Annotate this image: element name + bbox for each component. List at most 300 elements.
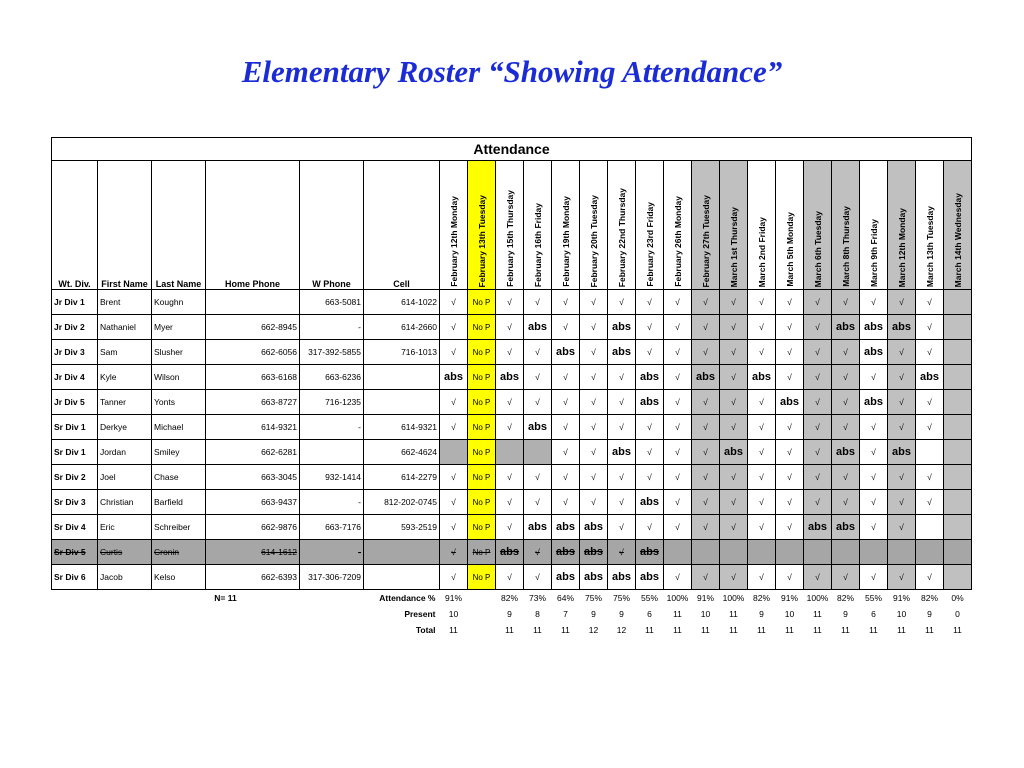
summary-label: Total <box>415 625 436 635</box>
cell-first-name: Jordan <box>98 440 152 465</box>
summary-value: 9 <box>619 609 624 619</box>
summary-value: 11 <box>813 625 822 635</box>
summary-value: 91% <box>696 593 714 603</box>
attendance-mark: abs <box>580 540 608 565</box>
attendance-mark: √ <box>440 465 468 490</box>
attendance-mark: √ <box>636 415 664 440</box>
attendance-mark: √ <box>636 465 664 490</box>
attendance-mark: √ <box>496 490 524 515</box>
cell-first-name: Curtis <box>98 540 152 565</box>
summary-value: 82% <box>752 593 770 603</box>
cell-cell: 614-9321 <box>364 415 440 440</box>
attendance-mark: abs <box>552 340 580 365</box>
attendance-mark: √ <box>496 565 524 590</box>
attendance-mark: √ <box>524 490 552 515</box>
date-header-label: February 26th Monday <box>672 196 683 287</box>
date-header <box>916 161 944 290</box>
cell-w-phone: - <box>300 490 364 515</box>
summary-value: 91% <box>780 593 798 603</box>
attendance-mark: √ <box>804 365 832 390</box>
student-row <box>52 340 972 365</box>
attendance-mark: abs <box>832 515 860 540</box>
attendance-mark: abs <box>748 365 776 390</box>
attendance-mark: √ <box>664 565 692 590</box>
attendance-mark: √ <box>916 290 944 315</box>
cell-w-phone: 663-5081 <box>300 290 364 315</box>
date-header-label: March 8th Thursday <box>840 206 851 287</box>
attendance-mark: √ <box>496 340 524 365</box>
date-header-label: March 6th Tuesday <box>812 210 823 287</box>
cell-cell: 614-2279 <box>364 465 440 490</box>
date-header-label: February 20th Tuesday <box>588 194 599 287</box>
cell-home-phone: 614-9321 <box>206 415 300 440</box>
cell-w-phone: 932-1414 <box>300 465 364 490</box>
attendance-mark: abs <box>580 565 608 590</box>
cell-w-phone: 663-7176 <box>300 515 364 540</box>
attendance-mark: No P <box>468 340 496 365</box>
cell-wt-div: Sr Div 1 <box>52 440 98 465</box>
date-header <box>748 161 776 290</box>
summary-value: 11 <box>673 625 682 635</box>
attendance-mark: √ <box>440 515 468 540</box>
attendance-mark: √ <box>776 515 804 540</box>
attendance-mark: √ <box>720 390 748 415</box>
cell-last-name: Slusher <box>152 340 206 365</box>
date-header <box>468 161 496 290</box>
summary-value: 11 <box>505 625 514 635</box>
attendance-mark: √ <box>664 415 692 440</box>
n-count: N= 11 <box>214 593 237 603</box>
summary-row <box>52 622 972 638</box>
student-row <box>52 515 972 540</box>
attendance-mark: √ <box>440 490 468 515</box>
attendance-mark: No P <box>468 415 496 440</box>
summary-value: 6 <box>647 609 652 619</box>
attendance-mark: √ <box>580 490 608 515</box>
cell-wt-div: Jr Div 2 <box>52 315 98 340</box>
cell-cell: 614-2660 <box>364 315 440 340</box>
attendance-mark: √ <box>888 415 916 440</box>
cell-last-name: Smiley <box>152 440 206 465</box>
attendance-mark: √ <box>664 365 692 390</box>
column-header-cell: Cell <box>364 161 440 290</box>
column-header-last-name: Last Name <box>152 161 206 290</box>
cell-last-name: Chase <box>152 465 206 490</box>
attendance-mark: √ <box>496 465 524 490</box>
cell-last-name: Schreiber <box>152 515 206 540</box>
cell-last-name: Cronin <box>152 540 206 565</box>
date-header <box>580 161 608 290</box>
attendance-mark: abs <box>608 340 636 365</box>
date-header <box>524 161 552 290</box>
cell-w-phone: 716-1235 <box>300 390 364 415</box>
summary-row <box>52 590 972 607</box>
attendance-mark: √ <box>748 390 776 415</box>
n-count <box>152 606 300 622</box>
summary-value: 11 <box>645 625 654 635</box>
attendance-mark: √ <box>636 340 664 365</box>
cell-cell <box>364 540 440 565</box>
summary-value: 100% <box>806 593 829 603</box>
date-header <box>608 161 636 290</box>
attendance-mark: √ <box>860 490 888 515</box>
attendance-mark: √ <box>776 340 804 365</box>
attendance-mark: abs <box>608 315 636 340</box>
attendance-mark: abs <box>636 365 664 390</box>
attendance-mark: √ <box>776 415 804 440</box>
attendance-mark: √ <box>440 340 468 365</box>
attendance-mark <box>916 540 944 565</box>
attendance-mark: abs <box>860 315 888 340</box>
column-header-wt-div: Wt. Div. <box>52 161 98 290</box>
summary-value <box>468 622 496 638</box>
summary-value: 11 <box>673 609 682 619</box>
attendance-mark: abs <box>496 540 524 565</box>
attendance-mark: √ <box>888 390 916 415</box>
attendance-mark: No P <box>468 290 496 315</box>
summary-value: 11 <box>785 625 794 635</box>
summary-value: 0 <box>955 609 960 619</box>
attendance-mark <box>440 440 468 465</box>
attendance-mark: √ <box>720 490 748 515</box>
cell-wt-div: Sr Div 6 <box>52 565 98 590</box>
attendance-mark: √ <box>804 465 832 490</box>
attendance-mark <box>944 340 972 365</box>
attendance-mark: √ <box>720 365 748 390</box>
cell-last-name: Yonts <box>152 390 206 415</box>
student-row <box>52 315 972 340</box>
attendance-mark: abs <box>720 440 748 465</box>
attendance-mark: √ <box>916 390 944 415</box>
attendance-mark: √ <box>692 440 720 465</box>
summary-value: 7 <box>563 609 568 619</box>
summary-value: 11 <box>757 625 766 635</box>
summary-value: 55% <box>864 593 882 603</box>
attendance-mark: √ <box>720 515 748 540</box>
summary-value: 9 <box>591 609 596 619</box>
cell-w-phone: - <box>300 540 364 565</box>
date-header <box>720 161 748 290</box>
cell-first-name: Nathaniel <box>98 315 152 340</box>
cell-wt-div: Jr Div 3 <box>52 340 98 365</box>
cell-w-phone: 663-6236 <box>300 365 364 390</box>
date-header-label: March 14th Wednesday <box>952 192 963 287</box>
attendance-mark: abs <box>636 540 664 565</box>
attendance-mark: √ <box>832 465 860 490</box>
attendance-mark: √ <box>692 390 720 415</box>
attendance-mark: √ <box>888 365 916 390</box>
attendance-mark <box>944 365 972 390</box>
attendance-mark <box>664 540 692 565</box>
attendance-mark: √ <box>776 440 804 465</box>
attendance-mark: √ <box>524 540 552 565</box>
cell-first-name: Jacob <box>98 565 152 590</box>
summary-value: 75% <box>584 593 602 603</box>
attendance-mark <box>860 540 888 565</box>
attendance-mark: abs <box>860 390 888 415</box>
attendance-mark <box>524 440 552 465</box>
cell-wt-div: Jr Div 4 <box>52 365 98 390</box>
attendance-mark: √ <box>552 365 580 390</box>
attendance-mark <box>944 465 972 490</box>
attendance-mark: √ <box>776 365 804 390</box>
cell-wt-div: Sr Div 3 <box>52 490 98 515</box>
attendance-mark: √ <box>496 415 524 440</box>
attendance-mark <box>888 540 916 565</box>
attendance-mark: √ <box>748 440 776 465</box>
cell-last-name: Myer <box>152 315 206 340</box>
attendance-mark <box>944 315 972 340</box>
attendance-mark: √ <box>832 340 860 365</box>
attendance-mark: √ <box>776 565 804 590</box>
attendance-mark: √ <box>720 290 748 315</box>
summary-value: 100% <box>666 593 689 603</box>
column-header-first-name: First Name <box>98 161 152 290</box>
cell-last-name: Barfield <box>152 490 206 515</box>
attendance-mark: √ <box>580 390 608 415</box>
cell-w-phone: 317-392-5855 <box>300 340 364 365</box>
summary-value: 9 <box>927 609 932 619</box>
date-header <box>888 161 916 290</box>
summary-value: 0% <box>951 593 964 603</box>
summary-value: 9 <box>507 609 512 619</box>
attendance-mark: √ <box>748 565 776 590</box>
attendance-mark: √ <box>664 390 692 415</box>
attendance-mark: abs <box>552 540 580 565</box>
attendance-mark: abs <box>888 315 916 340</box>
attendance-mark: √ <box>440 315 468 340</box>
attendance-mark: √ <box>552 290 580 315</box>
summary-value: 12 <box>588 625 599 635</box>
page-title: Elementary Roster “Showing Attendance” <box>241 54 783 89</box>
attendance-mark: √ <box>496 290 524 315</box>
attendance-mark: abs <box>804 515 832 540</box>
cell-w-phone: 317-306-7209 <box>300 565 364 590</box>
attendance-mark: √ <box>440 390 468 415</box>
date-header-label: February 19th Monday <box>560 196 571 287</box>
summary-value: 11 <box>869 625 878 635</box>
attendance-mark: √ <box>776 490 804 515</box>
student-row <box>52 565 972 590</box>
attendance-mark: No P <box>468 440 496 465</box>
attendance-mark: No P <box>468 565 496 590</box>
attendance-mark: abs <box>608 565 636 590</box>
attendance-mark: √ <box>552 315 580 340</box>
attendance-mark: abs <box>552 515 580 540</box>
attendance-mark: √ <box>440 415 468 440</box>
attendance-mark <box>832 540 860 565</box>
cell-wt-div: Sr Div 4 <box>52 515 98 540</box>
attendance-mark: √ <box>580 315 608 340</box>
summary-value: 11 <box>841 625 850 635</box>
attendance-mark: √ <box>916 490 944 515</box>
column-header-row <box>52 161 972 290</box>
attendance-mark: √ <box>580 440 608 465</box>
attendance-mark <box>804 540 832 565</box>
attendance-mark: √ <box>804 340 832 365</box>
attendance-mark: √ <box>916 465 944 490</box>
attendance-mark: abs <box>440 365 468 390</box>
attendance-mark: No P <box>468 515 496 540</box>
summary-value: 11 <box>701 625 710 635</box>
attendance-mark <box>944 515 972 540</box>
attendance-mark: √ <box>664 515 692 540</box>
cell-last-name: Kelso <box>152 565 206 590</box>
attendance-mark: √ <box>524 565 552 590</box>
attendance-mark: √ <box>804 490 832 515</box>
date-header-label: February 27th Tuesday <box>700 194 711 287</box>
attendance-mark: abs <box>608 440 636 465</box>
attendance-mark: √ <box>496 315 524 340</box>
attendance-mark: √ <box>748 515 776 540</box>
attendance-mark: √ <box>664 315 692 340</box>
attendance-mark: √ <box>916 415 944 440</box>
attendance-mark: √ <box>552 490 580 515</box>
attendance-mark <box>944 490 972 515</box>
summary-value: 11 <box>813 609 822 619</box>
attendance-mark: √ <box>860 365 888 390</box>
attendance-mark: √ <box>580 465 608 490</box>
attendance-header: Attendance <box>52 138 972 161</box>
cell-wt-div: Jr Div 5 <box>52 390 98 415</box>
cell-home-phone <box>206 290 300 315</box>
attendance-mark <box>496 440 524 465</box>
cell-first-name: Christian <box>98 490 152 515</box>
attendance-mark: √ <box>776 315 804 340</box>
attendance-mark: √ <box>524 365 552 390</box>
attendance-mark: √ <box>636 315 664 340</box>
attendance-mark: No P <box>468 365 496 390</box>
summary-value: 11 <box>925 625 934 635</box>
cell-first-name: Sam <box>98 340 152 365</box>
cell-cell: 593-2519 <box>364 515 440 540</box>
date-header <box>860 161 888 290</box>
attendance-mark: √ <box>832 390 860 415</box>
attendance-mark: √ <box>692 565 720 590</box>
attendance-mark: √ <box>552 390 580 415</box>
summary-value: 11 <box>533 625 542 635</box>
attendance-mark: √ <box>832 490 860 515</box>
attendance-mark: √ <box>524 390 552 415</box>
attendance-mark: √ <box>776 465 804 490</box>
date-header-label: February 12th Monday <box>448 196 459 287</box>
attendance-mark: √ <box>608 415 636 440</box>
attendance-mark: abs <box>636 490 664 515</box>
student-row <box>52 490 972 515</box>
attendance-mark: √ <box>832 365 860 390</box>
attendance-mark: abs <box>496 365 524 390</box>
attendance-mark <box>944 415 972 440</box>
attendance-mark: No P <box>468 540 496 565</box>
student-row <box>52 540 972 565</box>
attendance-mark: √ <box>916 340 944 365</box>
cell-home-phone: 662-6393 <box>206 565 300 590</box>
attendance-mark: √ <box>748 465 776 490</box>
date-header <box>664 161 692 290</box>
cell-first-name: Tanner <box>98 390 152 415</box>
cell-first-name: Eric <box>98 515 152 540</box>
attendance-mark: √ <box>664 465 692 490</box>
attendance-mark: √ <box>720 565 748 590</box>
attendance-mark: √ <box>720 315 748 340</box>
cell-home-phone: 663-9437 <box>206 490 300 515</box>
attendance-mark: √ <box>720 340 748 365</box>
cell-first-name: Brent <box>98 290 152 315</box>
attendance-mark: √ <box>552 440 580 465</box>
attendance-mark: abs <box>524 315 552 340</box>
attendance-mark: √ <box>496 515 524 540</box>
attendance-mark: √ <box>608 465 636 490</box>
attendance-mark <box>692 540 720 565</box>
attendance-mark: √ <box>860 415 888 440</box>
attendance-mark <box>748 540 776 565</box>
attendance-mark: No P <box>468 390 496 415</box>
summary-value: 11 <box>953 625 962 635</box>
attendance-mark: √ <box>524 340 552 365</box>
date-header <box>832 161 860 290</box>
attendance-mark: √ <box>748 315 776 340</box>
attendance-mark: abs <box>832 440 860 465</box>
n-count <box>152 622 300 638</box>
student-row <box>52 415 972 440</box>
cell-cell: 716-1013 <box>364 340 440 365</box>
date-header-label: March 9th Friday <box>868 218 879 287</box>
attendance-mark: abs <box>524 515 552 540</box>
date-header <box>552 161 580 290</box>
attendance-mark <box>944 390 972 415</box>
cell-cell <box>364 565 440 590</box>
attendance-mark: abs <box>888 440 916 465</box>
summary-value: 55% <box>640 593 658 603</box>
attendance-mark: √ <box>888 340 916 365</box>
attendance-mark <box>944 440 972 465</box>
date-header-label: March 12th Monday <box>896 207 907 287</box>
summary-label: Present <box>404 609 436 619</box>
attendance-mark: √ <box>804 565 832 590</box>
attendance-mark <box>916 515 944 540</box>
cell-home-phone: 663-8727 <box>206 390 300 415</box>
student-row <box>52 465 972 490</box>
cell-last-name: Michael <box>152 415 206 440</box>
attendance-mark <box>944 290 972 315</box>
attendance-mark: abs <box>916 365 944 390</box>
attendance-mark: √ <box>776 290 804 315</box>
cell-wt-div: Sr Div 1 <box>52 415 98 440</box>
attendance-mark: √ <box>692 490 720 515</box>
attendance-mark: √ <box>832 415 860 440</box>
date-header <box>636 161 664 290</box>
attendance-mark: √ <box>692 415 720 440</box>
cell-w-phone: - <box>300 315 364 340</box>
cell-cell: 662-4624 <box>364 440 440 465</box>
date-header <box>440 161 468 290</box>
cell-home-phone: 662-8945 <box>206 315 300 340</box>
cell-last-name: Koughn <box>152 290 206 315</box>
date-header <box>804 161 832 290</box>
attendance-mark: abs <box>636 565 664 590</box>
attendance-mark: √ <box>888 290 916 315</box>
attendance-mark: abs <box>832 315 860 340</box>
attendance-mark: √ <box>608 365 636 390</box>
attendance-mark: √ <box>440 540 468 565</box>
date-header-label: February 16th Friday <box>532 202 543 287</box>
attendance-mark: abs <box>580 515 608 540</box>
attendance-mark: No P <box>468 490 496 515</box>
attendance-mark: √ <box>916 565 944 590</box>
column-header-w-phone: W Phone <box>300 161 364 290</box>
attendance-mark: √ <box>832 290 860 315</box>
date-header-label: March 1st Thursday <box>728 206 739 287</box>
